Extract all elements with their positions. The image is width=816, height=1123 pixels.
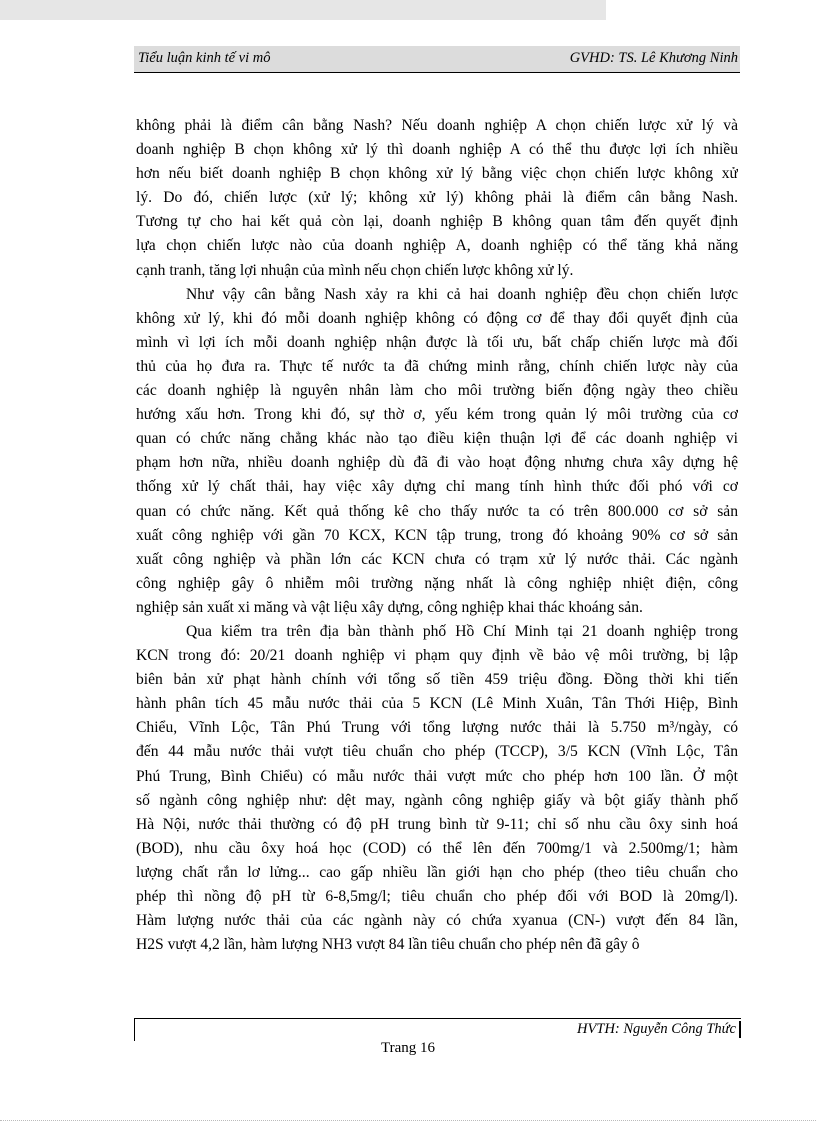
text-line: Như vậy cân bằng Nash xảy ra khi cả hai doanh nghiệp đều chọn chiến lược <box>186 285 738 303</box>
text-line: phép thì nồng độ pH từ 6-8,5mg/l; tiêu chuẩn cho phép đối với BOD là 20mg/l). <box>136 888 738 905</box>
text-line: thống xử lý chất thải, hay việc xây dựng chỉ mang tính hình thức đối phó với cơ <box>136 478 738 496</box>
text-line: lý. Do đó, chiến lược (xử lý; không xử lý) không phải là điểm cân bằng Nash. <box>136 189 738 207</box>
text-line: hơn nếu biết doanh nghiệp B chọn không xử lý bằng việc chọn chiến lược không xử <box>136 165 738 183</box>
text-line: Hàm lượng nước thải của các ngành này có chứa xyanua (CN-) vượt đến 84 lần, <box>136 912 738 930</box>
text-line: công nghiệp gây ô nhiễm môi trường nặng nhất là công nghiệp nhiệt điện, công <box>136 574 738 592</box>
text-line: xuất công nghiệp với gần 70 KCX, KCN tập trung, trong đó khoảng 90% cơ sở sản <box>136 526 738 544</box>
page-number: Trang 16 <box>380 1040 436 1056</box>
text-line: nghiệp sản xuất xi măng và vật liệu xây dựng, công nghiệp khai thác khoáng sản. <box>136 598 643 616</box>
text-line: lựa chọn chiến lược nào của doanh nghiệp A, doanh nghiệp có thể tăng khả năng <box>136 237 738 255</box>
text-line: xuất công nghiệp và phần lớn các KCN chưa có trạm xử lý nước thải. Các ngành <box>136 550 738 568</box>
text-line: hướng xấu hơn. Trong khi đó, sự thờ ơ, yếu kém trong quản lý môi trường của cơ <box>136 406 738 424</box>
text-line: hành phân tích 45 mẫu nước thải của 5 KCN (Lê Minh Xuân, Tân Thới Hiệp, Bình <box>136 695 738 713</box>
page-bottom-divider <box>0 1120 816 1121</box>
text-line: phạm hơn nữa, nhiều doanh nghiệp dù đã đi vào hoạt động nhưng chưa xây dựng hệ <box>136 454 738 472</box>
text-line: Tương tự cho hai kết quả còn lại, doanh nghiệp B không quan tâm đến quyết định <box>136 213 738 231</box>
footer-student: HVTH: Nguyễn Công Thức <box>577 1021 741 1038</box>
page-header <box>134 46 740 73</box>
document-body <box>136 114 738 957</box>
paragraph <box>136 114 738 283</box>
text-line: các doanh nghiệp là nguyên nhân làm cho môi trường biến động ngày theo chiều <box>136 382 738 400</box>
text-line: Chiểu, Vĩnh Lộc, Tân Phú Trung với tổng lượng nước thải là 5.750 m³/ngày, có <box>136 719 738 737</box>
text-line: số ngành công nghiệp như: dệt may, ngành công nghiệp giấy và bột giấy thành phố <box>136 791 738 809</box>
text-line: biên bản xử phạt hành chính với tổng số tiền 459 triệu đồng. Đồng thời khi tiến <box>136 671 738 689</box>
top-gray-strip <box>0 0 606 20</box>
text-line: không xử lý, khi đó mỗi doanh nghiệp không có động cơ để thay đổi quyết định của <box>136 309 738 327</box>
paragraph <box>136 283 738 620</box>
text-line: (BOD), nhu cầu ôxy hoá học (COD) có thể lên đến 700mg/1 và 2.500mg/1; hàm <box>136 839 738 857</box>
text-line: không phải là điểm cân bằng Nash? Nếu doanh nghiệp A chọn chiến lược xử lý và <box>136 117 738 134</box>
header-supervisor: GVHD: TS. Lê Khương Ninh <box>569 50 738 66</box>
text-line: quan có chức năng. Kết quả thống kê cho thấy nước ta có trên 800.000 cơ sở sản <box>136 502 738 520</box>
text-line: đến 44 mẫu nước thải vượt tiêu chuẩn cho phép (TCCP), 3/5 KCN (Vĩnh Lộc, Tân <box>136 743 738 761</box>
text-line: Qua kiểm tra trên địa bàn thành phố Hồ Chí Minh tại 21 doanh nghiệp trong <box>186 622 738 640</box>
header-course-title: Tiểu luận kinh tế vi mô <box>138 50 271 66</box>
text-line: KCN trong đó: 20/21 doanh nghiệp vi phạm quy định về bảo vệ môi trường, bị lập <box>136 647 738 665</box>
text-line: thủ của họ đưa ra. Thực tế nước ta đã chứng minh rằng, chính chiến lược này của <box>136 357 738 375</box>
text-line: mình vì lợi ích mỗi doanh nghiệp nhận được là tối ưu, bất chấp chiến lược mà đối <box>136 333 738 351</box>
page-footer <box>134 1018 741 1041</box>
text-line: cạnh tranh, tăng lợi nhuận của mình nếu chọn chiến lược không xử lý. <box>136 261 574 279</box>
text-line: lượng chất rắn lơ lửng... cao gấp nhiều lần giới hạn cho phép (theo tiêu chuẩn cho <box>136 863 738 881</box>
text-line: Hà Nội, nước thải thường có độ pH trung bình từ 9-11; chỉ số nhu cầu ôxy sinh hoá <box>136 815 738 833</box>
paragraph <box>136 620 738 957</box>
text-line: H2S vượt 4,2 lần, hàm lượng NH3 vượt 84 lần tiêu chuẩn cho phép nên đã gây ô <box>136 936 640 954</box>
text-line: Phú Trung, Bình Chiểu) có mẫu nước thải vượt mức cho phép hơn 100 lần. Ở một <box>136 767 738 785</box>
text-line: doanh nghiệp B chọn không xử lý thì doanh nghiệp A có thể thu được lợi ích nhiều <box>136 141 738 159</box>
text-line: quan có chức năng chẳng khác nào tạo điều kiện thuận lợi để các doanh nghiệp vi <box>136 430 738 448</box>
